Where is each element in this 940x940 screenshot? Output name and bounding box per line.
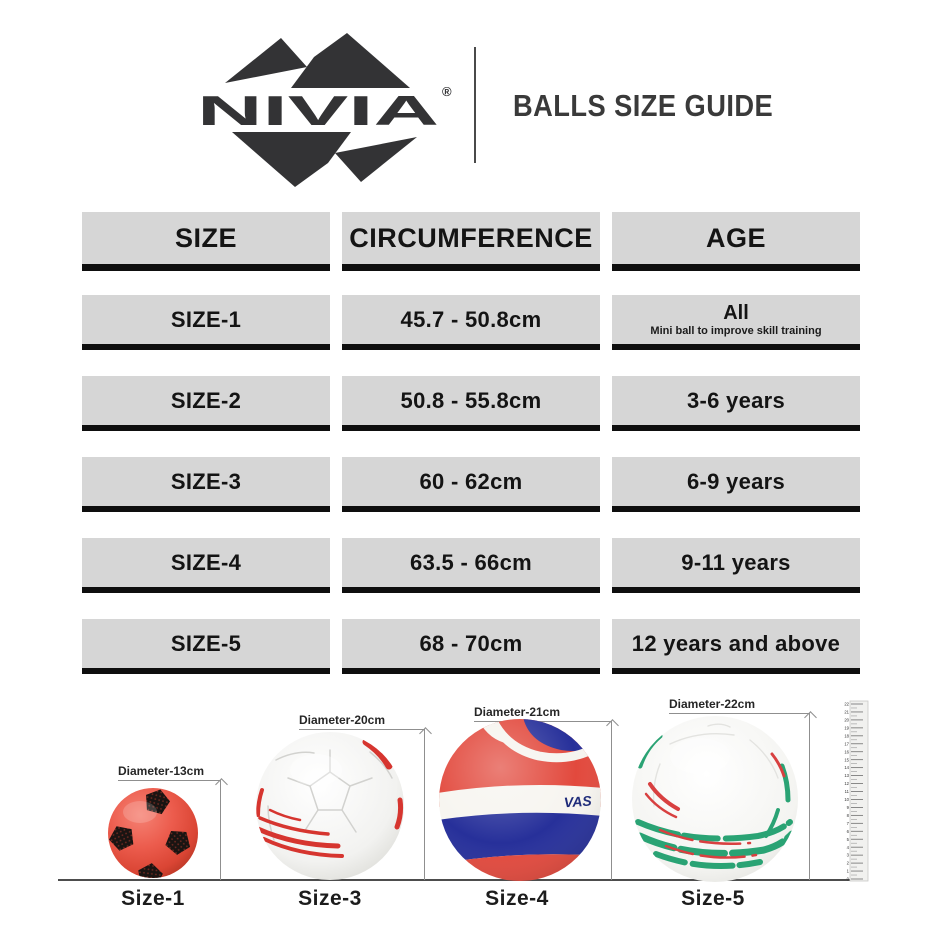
svg-text:13: 13 bbox=[844, 773, 849, 779]
measure-hline-size-1 bbox=[118, 780, 221, 781]
registered-mark: ® bbox=[442, 84, 452, 99]
cell-age-5 bbox=[612, 619, 860, 674]
svg-text:19: 19 bbox=[844, 725, 849, 731]
page-title: BALLS SIZE GUIDE bbox=[513, 88, 774, 123]
cell-size-5 bbox=[82, 619, 330, 674]
cell-circumference-1 bbox=[342, 295, 600, 350]
svg-text:9: 9 bbox=[846, 805, 849, 811]
cell-subtext: Mini ball to improve skill training bbox=[650, 325, 822, 337]
cell-size-4 bbox=[82, 538, 330, 593]
svg-text:10: 10 bbox=[844, 797, 849, 803]
cell-circumference-4 bbox=[342, 538, 600, 593]
header-label: AGE bbox=[705, 222, 766, 253]
cell-text: 6-9 years bbox=[686, 468, 786, 494]
size-label-3: Size-3 bbox=[298, 887, 362, 910]
svg-text:21: 21 bbox=[844, 709, 849, 715]
cell-text: 12 years and above bbox=[631, 630, 841, 656]
cell-text: SIZE-2 bbox=[170, 387, 242, 413]
football-size-3-image bbox=[254, 730, 406, 882]
svg-text:2: 2 bbox=[846, 860, 849, 866]
size-label-4: Size-4 bbox=[485, 887, 549, 910]
logo-top-left-flap bbox=[225, 38, 307, 83]
header-cell-size bbox=[82, 212, 330, 271]
header-label: CIRCUMFERENCE bbox=[349, 222, 593, 253]
svg-text:11: 11 bbox=[844, 789, 849, 795]
svg-text:15: 15 bbox=[844, 757, 849, 763]
cell-text: All bbox=[723, 302, 749, 324]
cell-age-1 bbox=[612, 295, 860, 350]
mini-football-image bbox=[107, 787, 199, 879]
nivia-logo bbox=[195, 30, 455, 190]
header-divider bbox=[474, 47, 476, 163]
cell-text: 3-6 years bbox=[686, 387, 786, 413]
cell-age-4 bbox=[612, 538, 860, 593]
svg-text:12: 12 bbox=[844, 781, 849, 787]
cell-circumference-2 bbox=[342, 376, 600, 431]
cell-age-3 bbox=[612, 457, 860, 512]
svg-text:3: 3 bbox=[846, 852, 849, 858]
size-label-1: Size-1 bbox=[121, 887, 185, 910]
svg-text:14: 14 bbox=[844, 765, 849, 771]
size-label-5: Size-5 bbox=[681, 887, 745, 910]
diameter-label-size-5: Diameter-22cm bbox=[668, 697, 756, 711]
diameter-label-size-1: Diameter-13cm bbox=[117, 764, 205, 778]
svg-text:4: 4 bbox=[846, 844, 849, 850]
header-cell-circumference bbox=[342, 212, 600, 271]
cell-size-1 bbox=[82, 295, 330, 350]
measure-vline-size-1 bbox=[220, 781, 221, 880]
svg-text:6: 6 bbox=[846, 828, 849, 834]
svg-text:7: 7 bbox=[846, 820, 849, 826]
cell-text: 60 - 62cm bbox=[419, 468, 523, 494]
cell-text: 63.5 - 66cm bbox=[410, 549, 532, 575]
svg-text:22: 22 bbox=[844, 701, 849, 707]
ruler bbox=[838, 700, 870, 886]
svg-text:0: 0 bbox=[846, 876, 849, 882]
cell-text: 9-11 years bbox=[681, 549, 791, 575]
svg-text:8: 8 bbox=[846, 812, 849, 818]
measure-vline-size-5 bbox=[809, 714, 810, 880]
svg-text:1: 1 bbox=[846, 868, 849, 874]
cell-size-2 bbox=[82, 376, 330, 431]
cell-circumference-5 bbox=[342, 619, 600, 674]
football-size-5-image bbox=[630, 714, 800, 884]
cell-text: SIZE-5 bbox=[170, 630, 242, 656]
volleyball-size-4-image bbox=[437, 717, 603, 883]
measure-vline-size-3 bbox=[424, 730, 425, 880]
logo-brand-text: NIVIA bbox=[197, 87, 439, 134]
svg-text:5: 5 bbox=[846, 836, 849, 842]
header-cell-age bbox=[612, 212, 860, 271]
diameter-label-size-4: Diameter-21cm bbox=[473, 705, 561, 719]
cell-size-3 bbox=[82, 457, 330, 512]
logo-bottom-left-piece bbox=[232, 132, 351, 187]
cell-text: SIZE-4 bbox=[170, 549, 242, 575]
cell-text: 68 - 70cm bbox=[419, 630, 523, 656]
svg-text:20: 20 bbox=[844, 717, 849, 723]
diameter-label-size-3: Diameter-20cm bbox=[298, 713, 386, 727]
cell-text: SIZE-3 bbox=[170, 468, 242, 494]
cell-text: 45.7 - 50.8cm bbox=[400, 306, 542, 332]
header-label: SIZE bbox=[174, 222, 237, 253]
svg-text:16: 16 bbox=[844, 749, 849, 755]
measure-vline-size-4 bbox=[611, 722, 612, 880]
svg-text:18: 18 bbox=[844, 733, 849, 739]
cell-age-2 bbox=[612, 376, 860, 431]
logo-top-right-piece bbox=[291, 33, 410, 88]
cell-text: SIZE-1 bbox=[170, 306, 242, 332]
logo-bottom-right-flap bbox=[335, 137, 417, 182]
cell-text: 50.8 - 55.8cm bbox=[400, 387, 542, 413]
cell-circumference-3 bbox=[342, 457, 600, 512]
svg-text:17: 17 bbox=[844, 741, 849, 747]
